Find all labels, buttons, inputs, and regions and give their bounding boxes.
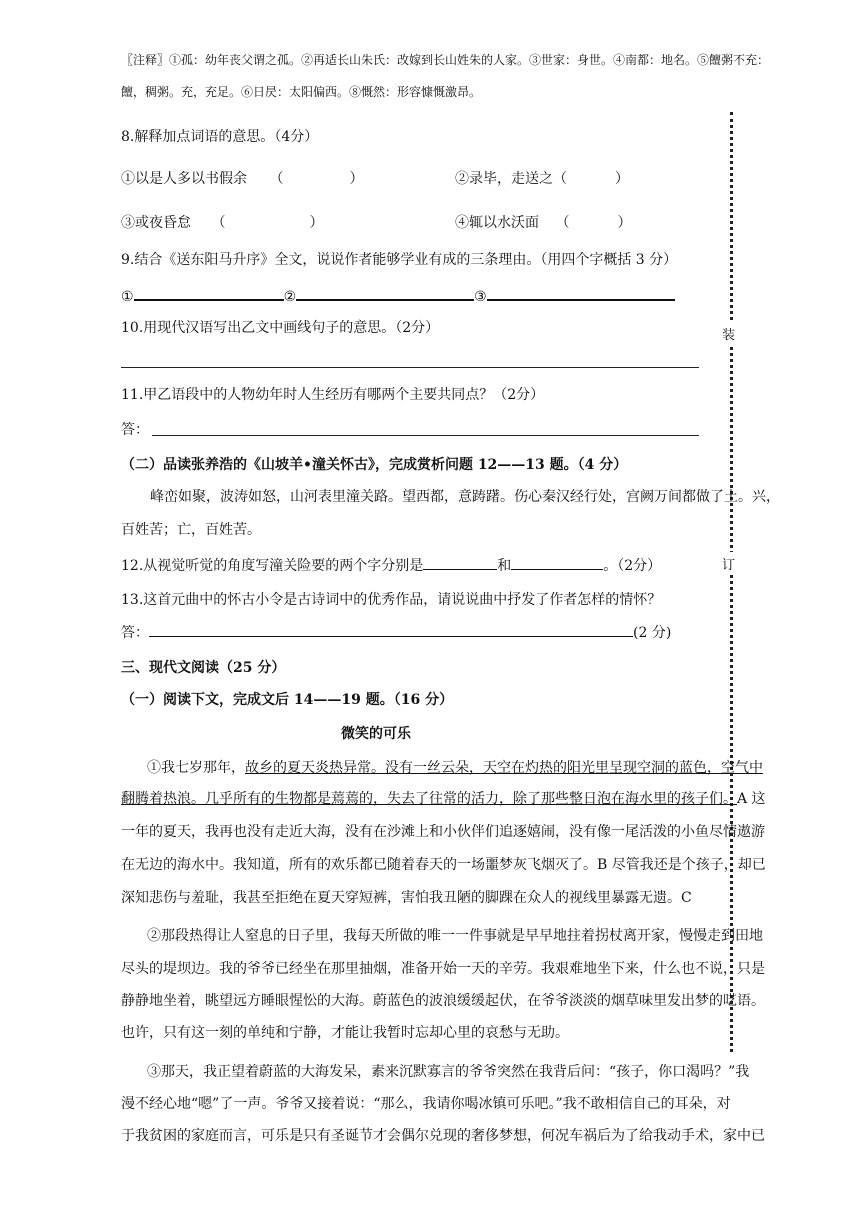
q12-and: 和	[497, 558, 512, 574]
article-p2-line-4: 也许，只有这一刻的单纯和宁静，才能让我暂时忘却心里的哀愁与无助。	[121, 1025, 569, 1041]
question-12	[121, 555, 661, 576]
p1-marker-a: A 这	[737, 791, 766, 807]
question-11: 11.甲乙语段中的人物幼年时人生经历有哪两个主要共同点？（2分）	[121, 387, 545, 403]
p1-underlined-text: 的夏天炎热异常。没有一丝云朵，天空在灼热的阳光里呈现空洞的蓝色，空气中	[273, 760, 763, 776]
part-3-heading: 三、现代文阅读（25 分）	[121, 660, 286, 676]
paren-close: ）	[349, 171, 364, 187]
poem-line-1: 峰峦如聚，波涛如怒，山河表里潼关路。望西都，意踌躇。伤心秦汉经行处，宫阙万间都做了土。兴，	[150, 489, 780, 505]
p1-underlined-guxiang: 故乡	[245, 760, 273, 776]
binding-label-zhuang: 装	[722, 322, 735, 345]
q9-marker-2: ②	[283, 289, 297, 305]
article-p3-line-2: 漫不经心地“嗯”了一声。爷爷又接着说：“那么，我请你喝冰镇可乐吧。”我不敢相信自己的耳朵，对	[121, 1096, 731, 1112]
q8-item-4-answer[interactable]	[569, 213, 617, 227]
q9-answer-1[interactable]	[134, 285, 284, 301]
section-2-heading: （二）品读张养浩的《山坡羊•潼关怀古》，完成赏析问题 12——13 题。（4 分）	[121, 457, 628, 473]
question-8-item-1	[121, 169, 363, 189]
p1-underlined-text-2: 翻腾着热浪。几乎所有的生物都是蔫蔫的，失去了往常的活力，除了那些整日泡在海水里的孩子们。	[121, 791, 737, 807]
paren-open: （	[553, 171, 567, 187]
question-8-item-3	[121, 213, 323, 233]
article-p1-line-3: 一年的夏天，我再也没有走近大海，没有在沙滩上和小伙伴们追逐嬉闹，没有像一尾活泼的小鱼尽情遨游	[121, 824, 765, 840]
question-8: 8.解释加点词语的意思。（4分）	[121, 129, 319, 145]
annotation-line-2: 饘，稠粥。充，充足。⑥日昃：太阳偏西。⑧慨然：形容慷慨激昂。	[121, 85, 482, 99]
question-13: 13.这首元曲中的怀古小令是古诗词中的优秀作品，请说说曲中抒发了作者怎样的情怀？	[121, 592, 662, 608]
q12-score: 。（2分）	[603, 558, 662, 574]
q8-item-3-text: ③或夜昏怠	[121, 215, 191, 231]
question-9: 9.结合《送东阳马升序》全文，说说作者能够学业有成的三条理由。（用四个字概括 3 分）	[121, 252, 678, 268]
q9-marker-1: ①	[121, 289, 134, 305]
part-3-subheading: （一）阅读下文，完成文后 14——19 题。（16 分）	[121, 692, 454, 708]
annotation-line-1: 〖注释〗①孤：幼年丧父谓之孤。②再适长山朱氏：改嫁到长山姓朱的人家。③世家：身世。④南都：地名。⑤饘粥不充：	[121, 53, 770, 67]
question-9-answers	[121, 285, 675, 307]
question-8-item-2	[455, 169, 629, 189]
poem-line-2: 百姓苦；亡，百姓苦。	[121, 522, 261, 538]
q8-item-3-answer[interactable]	[225, 213, 309, 227]
article-p2-line-1: ②那段热得让人窒息的日子里，我每天所做的唯一一件事就是早早地拄着拐杖离开家，慢慢走到田地	[147, 928, 763, 944]
q8-item-1-answer[interactable]	[283, 169, 349, 183]
paren-open: （	[211, 215, 226, 231]
p1-text-a: ①我七岁那年，	[147, 760, 245, 776]
q8-item-4-text: ④辄以水沃面	[455, 215, 539, 231]
q8-item-1-text: ①以是人多以书假余	[121, 171, 247, 187]
article-title: 微笑的可乐	[341, 726, 411, 742]
article-p2-line-3: 静静地坐着，眺望远方睡眼惺忪的大海。蔚蓝色的波浪缓缓起伏，在爷爷淡淡的烟草味里发出梦的呓语。	[121, 993, 765, 1009]
paren-close: ）	[309, 215, 324, 231]
question-8-item-4	[455, 213, 631, 233]
q9-marker-3: ③	[474, 289, 487, 305]
q13-answer-line[interactable]	[149, 622, 633, 637]
article-p1-line-2	[121, 789, 766, 809]
q12-answer-2[interactable]	[511, 555, 603, 570]
paren-open: （	[269, 171, 284, 187]
q8-item-2-answer[interactable]	[567, 169, 615, 183]
q13-score: (2 分)	[633, 625, 672, 641]
paren-close: ）	[617, 215, 632, 231]
article-p1-line-4: 在无边的海水中。我知道，所有的欢乐都已随着春天的一场噩梦灰飞烟灭了。B 尽管我还是个孩子，却已	[121, 857, 766, 873]
q8-item-2-text: ②录毕，走送之	[455, 171, 553, 187]
article-p2-line-2: 尽头的堤坝边。我的爷爷已经坐在那里抽烟，准备开始一天的辛劳。我艰难地坐下来，什么也不说，只是	[121, 961, 765, 977]
q11-answer-line[interactable]	[152, 435, 699, 436]
q10-answer-line[interactable]	[121, 367, 699, 368]
article-p3-line-1: ③那天，我正望着蔚蓝的大海发呆，素来沉默寡言的爷爷突然在我背后问：“孩子，你口渴吗？”我	[147, 1064, 750, 1080]
article-p1-line-5: 深知悲伤与羞耻，我甚至拒绝在夏天穿短裤，害怕我丑陋的脚踝在众人的视线里暴露无遗。C	[121, 890, 692, 906]
question-10: 10.用现代汉语写出乙文中画线句子的意思。（2分）	[121, 320, 440, 336]
q9-answer-2[interactable]	[296, 285, 474, 301]
q11-answer-label: 答：	[121, 422, 149, 438]
q9-answer-3[interactable]	[487, 285, 675, 301]
article-p1-line-1	[147, 758, 763, 778]
q12-answer-1[interactable]	[423, 555, 497, 570]
q13-answer-label: 答：	[121, 625, 149, 641]
article-p3-line-3: 于我贫困的家庭而言，可乐是只有圣诞节才会偶尔兑现的奢侈梦想，何况车祸后为了给我动手术，家中已	[121, 1128, 765, 1144]
binding-label-ding: 订	[722, 552, 735, 575]
paren-close: ）	[615, 171, 629, 187]
q12-text: 12.从视觉听觉的角度写潼关险要的两个字分别是	[121, 558, 424, 574]
paren-open: （	[555, 215, 570, 231]
binding-dotted-line	[730, 112, 733, 1052]
q13-answer-row	[121, 622, 671, 643]
